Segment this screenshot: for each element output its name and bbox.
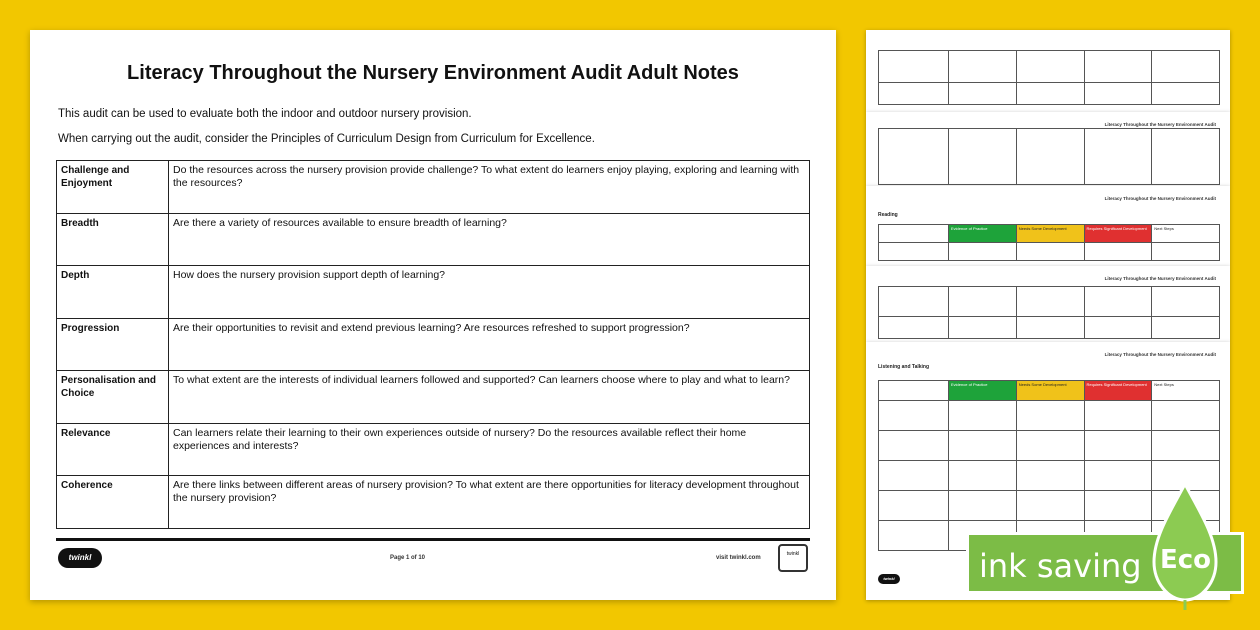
principle-label: Breadth bbox=[57, 213, 169, 266]
table-row bbox=[57, 476, 810, 529]
preview-section-title: Reading bbox=[878, 212, 898, 218]
preview-header: Literacy Throughout the Nursery Environment Audit bbox=[1104, 352, 1216, 357]
ink-saving-text: ink saving bbox=[979, 547, 1142, 585]
quality-badge-icon: twinkl bbox=[778, 544, 808, 572]
intro-text-curriculum: When carrying out the audit, consider the Principles of Curriculum Design from Curriculum for Excellence. bbox=[58, 133, 595, 145]
site-url: visit twinkl.com bbox=[716, 555, 761, 561]
principle-question: Are there a variety of resources available to ensure breadth of learning? bbox=[169, 213, 810, 266]
preview-header: Literacy Throughout the Nursery Environment Audit bbox=[1104, 196, 1216, 201]
document-title: Literacy Throughout the Nursery Environment Audit Adult Notes bbox=[127, 62, 739, 84]
principle-question: How does the nursery provision support depth of learning? bbox=[169, 266, 810, 319]
table-row bbox=[57, 423, 810, 476]
preview-page bbox=[866, 186, 1230, 266]
rating-yellow: Needs Some Development bbox=[1016, 225, 1084, 243]
principle-question: To what extent are the interests of individual learners followed and supported? Can learners choose where to play and what to learn? bbox=[169, 371, 810, 424]
principle-question: Are their opportunities to revisit and extend previous learning? Are resources refreshed to support progression? bbox=[169, 318, 810, 371]
twinkl-logo: twinkl bbox=[58, 548, 102, 568]
preview-section-title: Listening and Talking bbox=[878, 364, 930, 370]
preview-header: Literacy Throughout the Nursery Environment Audit bbox=[1104, 122, 1216, 127]
rating-green: Evidence of Practice bbox=[949, 225, 1017, 243]
preview-rating-table bbox=[878, 224, 1220, 261]
twinkl-logo: twinkl bbox=[878, 574, 900, 584]
principles-table bbox=[56, 160, 810, 529]
rating-red: Requires Significant Development bbox=[1084, 381, 1152, 401]
table-row bbox=[57, 371, 810, 424]
principle-question: Are there links between different areas of nursery provision? To what extent are there opportunities for literacy development throughout the nursery provision? bbox=[169, 476, 810, 529]
principle-label: Challenge and Enjoyment bbox=[57, 161, 169, 214]
page-number: Page 1 of 10 bbox=[390, 555, 426, 561]
table-row bbox=[57, 318, 810, 371]
footer-divider bbox=[56, 538, 810, 541]
preview-page bbox=[866, 112, 1230, 186]
principle-label: Progression bbox=[57, 318, 169, 371]
rating-green: Evidence of Practice bbox=[949, 381, 1017, 401]
principle-label: Depth bbox=[57, 266, 169, 319]
principle-question: Do the resources across the nursery provision provide challenge? To what extent do learners enjoy playing, exploring and learning with the resources? bbox=[169, 161, 810, 214]
preview-table bbox=[878, 50, 1220, 105]
rating-yellow: Needs Some Development bbox=[1016, 381, 1084, 401]
principle-label: Relevance bbox=[57, 423, 169, 476]
preview-table bbox=[878, 128, 1220, 185]
next-steps-label: Next Steps bbox=[1152, 381, 1220, 401]
preview-page bbox=[866, 266, 1230, 342]
preview-table bbox=[878, 286, 1220, 339]
table-row bbox=[57, 161, 810, 214]
principle-label: Coherence bbox=[57, 476, 169, 529]
table-row bbox=[57, 213, 810, 266]
preview-page bbox=[866, 30, 1230, 112]
document-page-main bbox=[30, 30, 836, 600]
next-steps-label: Next Steps bbox=[1152, 225, 1220, 243]
preview-header: Literacy Throughout the Nursery Environment Audit bbox=[1104, 276, 1216, 281]
eco-label: Eco bbox=[1160, 545, 1212, 575]
intro-text: This audit can be used to evaluate both the indoor and outdoor nursery provision. bbox=[58, 108, 472, 120]
rating-red: Requires Significant Development bbox=[1084, 225, 1152, 243]
principle-question: Can learners relate their learning to their own experiences outside of nursery? Do the resources available reflect their home experiences and interests? bbox=[169, 423, 810, 476]
principle-label: Personalisation and Choice bbox=[57, 371, 169, 424]
table-row bbox=[57, 266, 810, 319]
